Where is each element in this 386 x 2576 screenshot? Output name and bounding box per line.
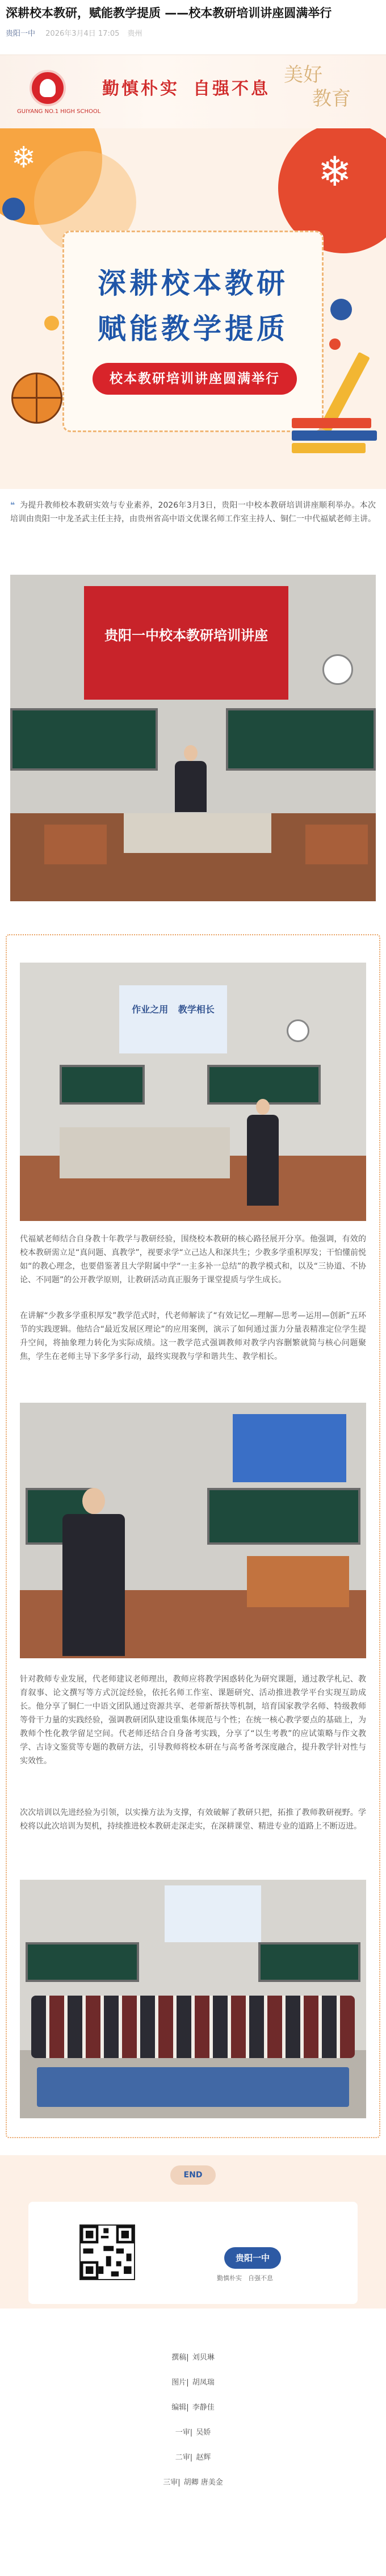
credit-row: 编辑| 李静佳	[171, 2403, 215, 2412]
dot-decoration	[2, 198, 25, 220]
wooden-desk	[247, 1556, 349, 1607]
screen-title: 贵阳一中校本教研培训讲座	[104, 628, 268, 643]
screen-text-1: 作业之用	[132, 1004, 169, 1015]
blackboard	[26, 1942, 139, 1982]
lecture-photo-2	[20, 963, 366, 1221]
end-badge: END	[170, 2165, 216, 2185]
basketball-icon	[11, 373, 62, 424]
credit-row: 一审| 吴娇	[175, 2428, 211, 2437]
snowflake-icon: ❄	[11, 141, 36, 175]
school-banner	[0, 55, 386, 128]
poster-ribbon: 校本教研培训讲座圆满举行	[93, 363, 297, 395]
dot-decoration	[44, 316, 59, 331]
blackboard	[10, 708, 158, 771]
art-word-2: 教育	[312, 87, 351, 110]
end-section	[0, 2155, 386, 2309]
author-link[interactable]: 贵阳一中	[6, 30, 36, 38]
snowflake-icon: ❄	[317, 148, 352, 195]
desktop-screen	[233, 1414, 346, 1482]
speaker-figure	[62, 1488, 125, 1656]
banner-art-text	[284, 63, 369, 111]
poster-title-line2: 赋能教学提质	[98, 312, 288, 345]
body-paragraph-2: 在讲解“少教多学重积厚发”教学范式时，代老师解读了“有效记忆—理解—思考—运用—创新”五环节的实践逻辑。他结合“最近发展区理论”的应用案例，演示了如何通过蛋力分量表精准定位学生提升空间，将抽象理力转化为实际成绩。这一教学范式强调教师对教学内容删繁就简与核心问题聚焦，学生在老师主导下多学多行动，最终实现教与学和谐共生、教学相长。	[20, 1311, 366, 1361]
group-of-teachers	[31, 1988, 355, 2061]
qr-code-icon[interactable]	[79, 2224, 135, 2280]
body-paragraph-3: 针对教师专业发展，代老师建议老师理出，教师应将教学困惑转化为研究课题，通过教学札记、教育叙事、论文撰写等方式沉淀经验，依托名师工作室、课题研究、活动推进教学平台实现互助成长。他分享了铜仁一中语文团队通过资源共享、老带新帮扶等机制，培育国家教学名师、特级教师等骨干力量的实践经验，强调教研团队建设重集体规范与个性；在统一核心教学要点的基础上，为教师个性化教学留足空间。代老师还结合自身备考实践，分享了“以生考教”的应试策略与作文教学、古诗文鉴赏等专题的教研方法，引导教师将校本研在与高考备考深度融合，提升教学针对性与实效性。	[20, 1675, 366, 1766]
credit-row: 二审| 赵辉	[175, 2453, 211, 2462]
dot-decoration	[330, 299, 352, 320]
intro-paragraph	[10, 499, 376, 526]
follow-subtitle: 勤慎朴实 自强不息	[217, 2274, 273, 2282]
motto-text-1: 勤慎朴实	[102, 79, 179, 99]
intro-text: 为提升教师校本教研实效与专业素养，2026年3月3日，贵阳一中校本教研培训讲座顺利举办。本次培训由贵阳一中龙圣武主任主持，由贵州省高中语文优课名师工作室主持人、铜仁一中代福斌老师主讲。	[10, 501, 376, 524]
credit-row: 三审| 胡卿 唐美金	[163, 2478, 223, 2487]
lecture-photo-3	[20, 1403, 366, 1658]
body-paragraph-1: 代福斌老师结合自身教十年教学与教研经验，围绕校本教研的核心路径展开分享。他强调，有效的校本教研需立足“真问题、真教学”，视要求学“立己达人和深共生；少教多学重积厚发；干怕懂前悦如“的教心理念，也要借鉴著且大学附属中学“一主多补一总结”的教学模式和，以及“三协道、不协论、不同题”的公开教学原则，让教研活动真正服务于课堂提质与学生成长。	[20, 1235, 366, 1285]
projector-screen	[84, 586, 288, 700]
blackboard	[258, 1942, 360, 1982]
article-header	[0, 0, 386, 55]
projector-screen	[165, 1885, 261, 1942]
body-paragraph-4: 次次培训以先进经验为引领，以实操方法为支撑，有效破解了教研只把，拓推了教师教研视野。学校将以此次培训为契机，持续推进校本教研走深走实，在深耕课堂、精进专业的道路上不断迈进。	[20, 1808, 366, 1831]
credits-list	[0, 2345, 386, 2495]
art-word-1: 美好	[284, 64, 322, 86]
blackboard	[226, 708, 376, 771]
screen-text-2: 教学相长	[178, 1004, 215, 1015]
clock-icon	[322, 654, 353, 685]
blackboard	[60, 1065, 145, 1105]
podium-desk	[124, 813, 271, 853]
speaker-figure	[175, 745, 207, 812]
school-logo-text: GUIYANG NO.1 HIGH SCHOOL	[17, 108, 101, 115]
publish-location: 贵州	[127, 30, 142, 38]
dot-decoration	[329, 338, 341, 350]
wooden-desk	[44, 825, 107, 864]
poster-title-card	[62, 231, 324, 432]
quote-mark-icon: ❝	[10, 501, 15, 510]
credit-row: 图片| 胡凤瑞	[171, 2378, 215, 2387]
podium-desk	[60, 1127, 230, 1178]
front-desks	[37, 2067, 349, 2107]
books-icon	[292, 418, 377, 461]
clock-icon	[287, 1019, 309, 1042]
poster-title-line1: 深耕校本教研	[98, 267, 288, 300]
publish-date: 2026年3月4日 17:05	[45, 30, 120, 38]
speaker-figure	[247, 1099, 279, 1206]
lecture-photo-1	[10, 575, 376, 901]
motto-text-2: 自强不息	[193, 79, 270, 99]
projector-screen	[119, 985, 227, 1053]
title-poster	[0, 128, 386, 489]
wooden-desk	[305, 825, 368, 864]
school-logo	[30, 70, 66, 106]
credit-row: 撰稿| 刘贝琳	[171, 2353, 215, 2362]
blackboard	[207, 1488, 360, 1545]
follow-button[interactable]: 贵阳一中	[224, 2247, 281, 2269]
follow-card	[28, 2202, 358, 2304]
group-photo	[20, 1880, 366, 2118]
article-meta	[6, 27, 380, 38]
article-title: 深耕校本教研，赋能教学提质 ——校本教研培训讲座圆满举行	[6, 6, 332, 20]
